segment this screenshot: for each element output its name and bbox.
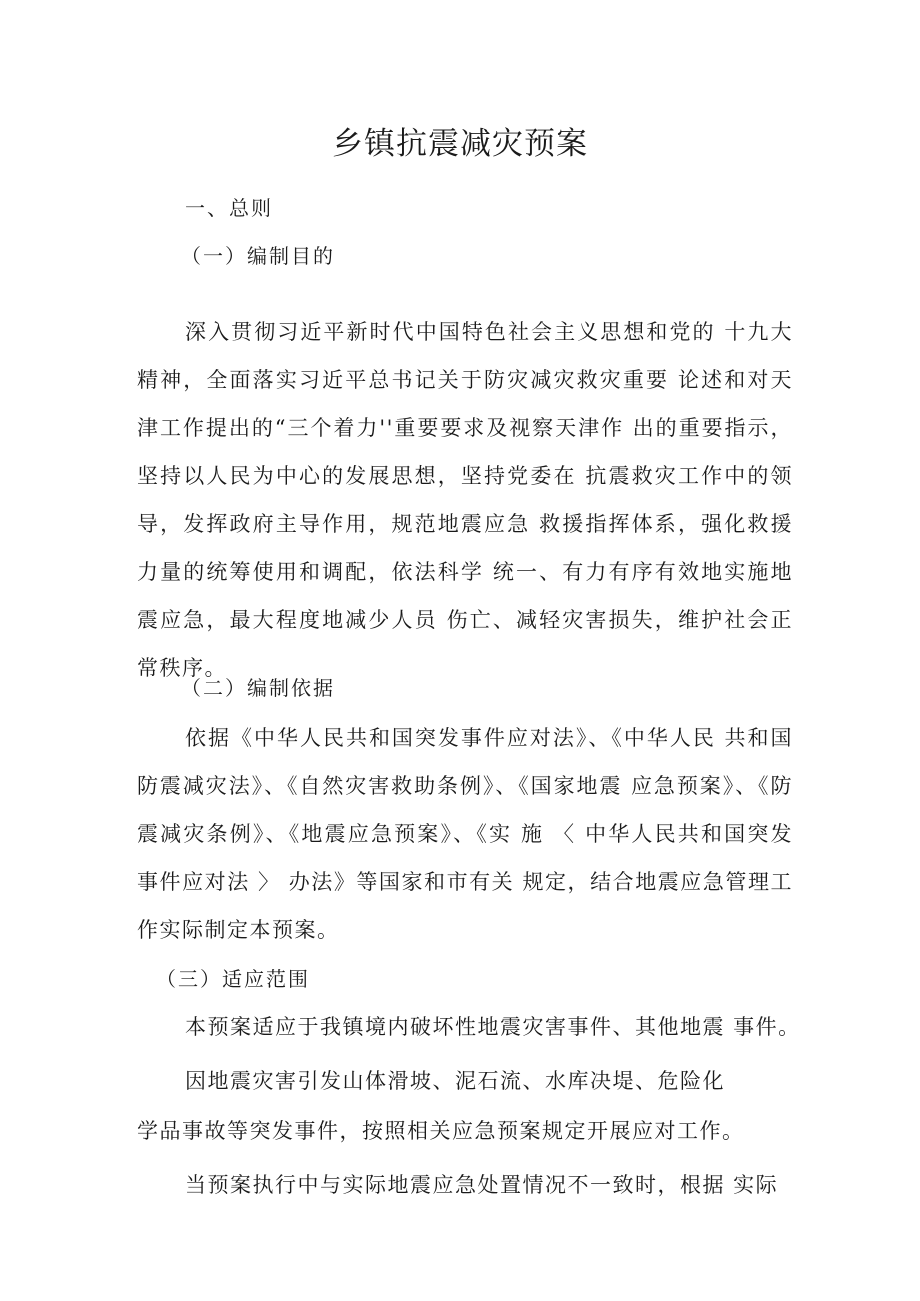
paragraph-scope-2-line-2: 学品事故等突发事件，按照相关应急预案规定开展应对工作。: [137, 1119, 745, 1143]
paragraph-scope-3: 当预案执行中与实际地震应急处置情况不一致时，根据 实际: [185, 1173, 779, 1197]
document-title: 乡镇抗震减灾预案: [332, 126, 588, 162]
paragraph-scope-2-line-1: 因地震灾害引发山体滑坡、泥石流、水库决堤、危险化: [185, 1069, 725, 1093]
paragraph-basis: 依据《中华人民共和国突发事件应对法》、《中华人民 共和国防震减灾法》、《自然灾害救助条例》、《国家地震 应急预案》、《防震减灾条例》、《地震应急预案》、《实 施 〈 中华人民共和国突发事件应对法 〉 办法》等国家和市有关 规定，结合地震应急管理工作实际制定本预案。: [137, 726, 793, 942]
section-heading-general: 一、总则: [185, 196, 273, 220]
subsection-heading-purpose: （一）编制目的: [181, 244, 335, 268]
paragraph-purpose: 深入贯彻习近平新时代中国特色社会主义思想和党的 十九大精神，全面落实习近平总书记关于防灾减灾救灾重要 论述和对天津工作提出的“三个着力''重要要求及视察天津作 出的重要指示，坚持以人民为中心的发展思想，坚持党委在 抗震救灾工作中的领导，发挥政府主导作用，规范地震应急 救援指挥体系，强化救援力量的统筹使用和调配，依法科学 统一、有力有序有效地实施地震应急，最大程度地减少人员 伤亡、减轻灾害损失，维护社会正常秩序。: [137, 320, 793, 680]
subsection-heading-basis: （二）编制依据: [181, 676, 335, 700]
subsection-heading-scope: （三）适应范围: [156, 967, 310, 991]
paragraph-scope-1: 本预案适应于我镇境内破坏性地震灾害事件、其他地震 事件。: [185, 1015, 801, 1039]
